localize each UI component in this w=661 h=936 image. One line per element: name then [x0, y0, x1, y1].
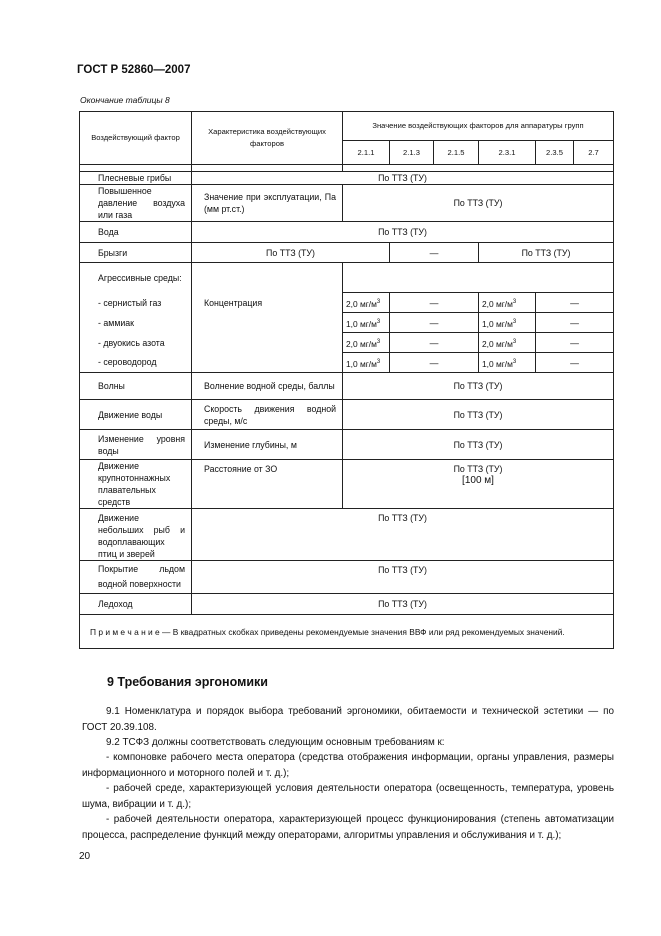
section-heading: 9 Требования эргономики [107, 675, 268, 689]
factor-cell: Брызги [80, 243, 192, 263]
table-row: - аммиак 1,0 $мг/м^3$ — 1,0 $мг/м^3$ — [80, 313, 614, 333]
characteristic-cell: Значение при эксплуатации, Па (мм рт.ст.) [192, 185, 343, 222]
factor-cell: Вода [80, 222, 192, 243]
subfactor-cell: - двуокись азота [80, 333, 192, 353]
page-number: 20 [79, 851, 91, 862]
value-cell: По ТТЗ (ТУ) [192, 172, 614, 185]
subfactor-cell: - сернистый газ [80, 293, 192, 313]
characteristic-cell: Изменение глубины, м [192, 430, 343, 460]
value-cell: По ТТЗ (ТУ) [343, 400, 614, 430]
value-number: 2,0 [482, 298, 494, 309]
table-row: - сероводород 1,0 $мг/м^3$ — 1,0 $мг/м^3$ — [80, 353, 614, 373]
group-header: 2.7 [574, 141, 614, 165]
paragraph: 9.1 Номенклатура и порядок выбора требований эргономики, обитаемости и технической эстетики — по ГОСТ 20.39.108. [82, 706, 614, 733]
value-cell: — [390, 243, 479, 263]
value-number: 2,0 [482, 338, 494, 349]
table-row [80, 373, 614, 400]
group-header: 2.1.1 [343, 141, 390, 165]
factors-table [79, 111, 614, 649]
factor-cell: Изменение уровня воды [80, 430, 192, 460]
table-row [80, 172, 614, 185]
table-row [80, 222, 614, 243]
group-header: 2.1.3 [390, 141, 434, 165]
paragraph: 9.2 ТСФЗ должны соответствовать следующим основным требованиям к: [106, 737, 445, 748]
value-cell: По ТТЗ (ТУ) [343, 430, 614, 460]
value-cell: По ТТЗ (ТУ) [100 м] [343, 460, 614, 509]
table-row [80, 561, 614, 594]
table-row: - сернистый газ Концентрация 2,0 $мг/м^3$ — 2,0 $мг/м^3$ — [80, 293, 614, 313]
table-row [80, 243, 614, 263]
group-header: 2.1.5 [434, 141, 479, 165]
value-number: 1,0 [482, 358, 494, 369]
group-header: 2.3.5 [536, 141, 574, 165]
table-row [80, 430, 614, 460]
table-caption: Окончание таблицы 8 [80, 95, 170, 105]
characteristic-cell: Скорость движения водной среды, м/с [192, 400, 343, 430]
factor-cell: Движение воды [80, 400, 192, 430]
table-row [80, 400, 614, 430]
value-cell: По ТТЗ (ТУ) [343, 373, 614, 400]
col-header-values: Значение воздействующих факторов для аппаратуры групп [343, 112, 614, 141]
factor-cell: Повышенное давление воздуха или газа [80, 185, 192, 222]
value-number: 2,0 [346, 338, 358, 349]
factor-cell: Волны [80, 373, 192, 400]
value-number: 2,0 [346, 298, 358, 309]
col-header-characteristic: Характеристика воздействующих факторов [192, 112, 343, 165]
value-number: 1,0 [346, 358, 358, 369]
list-item: - рабочей среде, характеризующей условия деятельности оператора (освещенность, температура, уровень шума, вибрации и т. д.); [82, 783, 614, 810]
list-item: - рабочей деятельности оператора, характеризующей процесс функционирования (степень автоматизации процесса, распределение функций между операторами, алгоритмы управления и обслуживания и т. д.); [82, 814, 614, 841]
factor-cell: Движение небольших рыб и водоплавающих птиц и зверей [80, 509, 192, 561]
col-header-factor: Воздействующий фактор [80, 112, 192, 165]
factor-cell: Движение крупнотоннажных плавательных средств [80, 460, 192, 509]
characteristic-cell: Расстояние от ЗО [192, 460, 343, 509]
characteristic-cell: Концентрация [192, 293, 343, 313]
subfactor-cell: - аммиак [80, 313, 192, 333]
subfactor-cell: - сероводород [80, 353, 192, 373]
table-row [80, 185, 614, 222]
value-cell: По ТТЗ (ТУ) [343, 185, 614, 222]
value-number: 1,0 [346, 318, 358, 329]
recommended-value: [100 м] [462, 475, 494, 486]
table-row: - двуокись азота 2,0 $мг/м^3$ — 2,0 $мг/м^3$ — [80, 333, 614, 353]
value-cell: По ТТЗ (ТУ) [192, 594, 614, 615]
table-row [80, 594, 614, 615]
value-number: 1,0 [482, 318, 494, 329]
list-item: - компоновке рабочего места оператора (средства отображения информации, органы управления, размеры информационного и моторного полей и т. д.); [82, 752, 614, 779]
value-cell: По ТТЗ (ТУ) [192, 561, 614, 594]
table-note: П р и м е ч а н и е — В квадратных скобках приведены рекомендуемые значения ВВФ или ряд рекомендуемых значений. [80, 615, 614, 649]
factor-cell: Ледоход [80, 594, 192, 615]
group-header: 2.3.1 [479, 141, 536, 165]
value-cell: По ТТЗ (ТУ) [192, 509, 614, 561]
factor-cell: Покрытие льдом водной поверхности [80, 561, 192, 594]
document-code-header: ГОСТ Р 52860—2007 [77, 64, 191, 76]
characteristic-cell: Волнение водной среды, баллы [192, 373, 343, 400]
factor-cell: Плесневые грибы [80, 172, 192, 185]
table-row [80, 460, 614, 509]
factor-cell: Агрессивные среды: [80, 263, 192, 293]
value-cell: По ТТЗ (ТУ) [192, 222, 614, 243]
value-cell: По ТТЗ (ТУ) [192, 243, 390, 263]
value-cell: По ТТЗ (ТУ) [479, 243, 614, 263]
table-row [80, 509, 614, 561]
